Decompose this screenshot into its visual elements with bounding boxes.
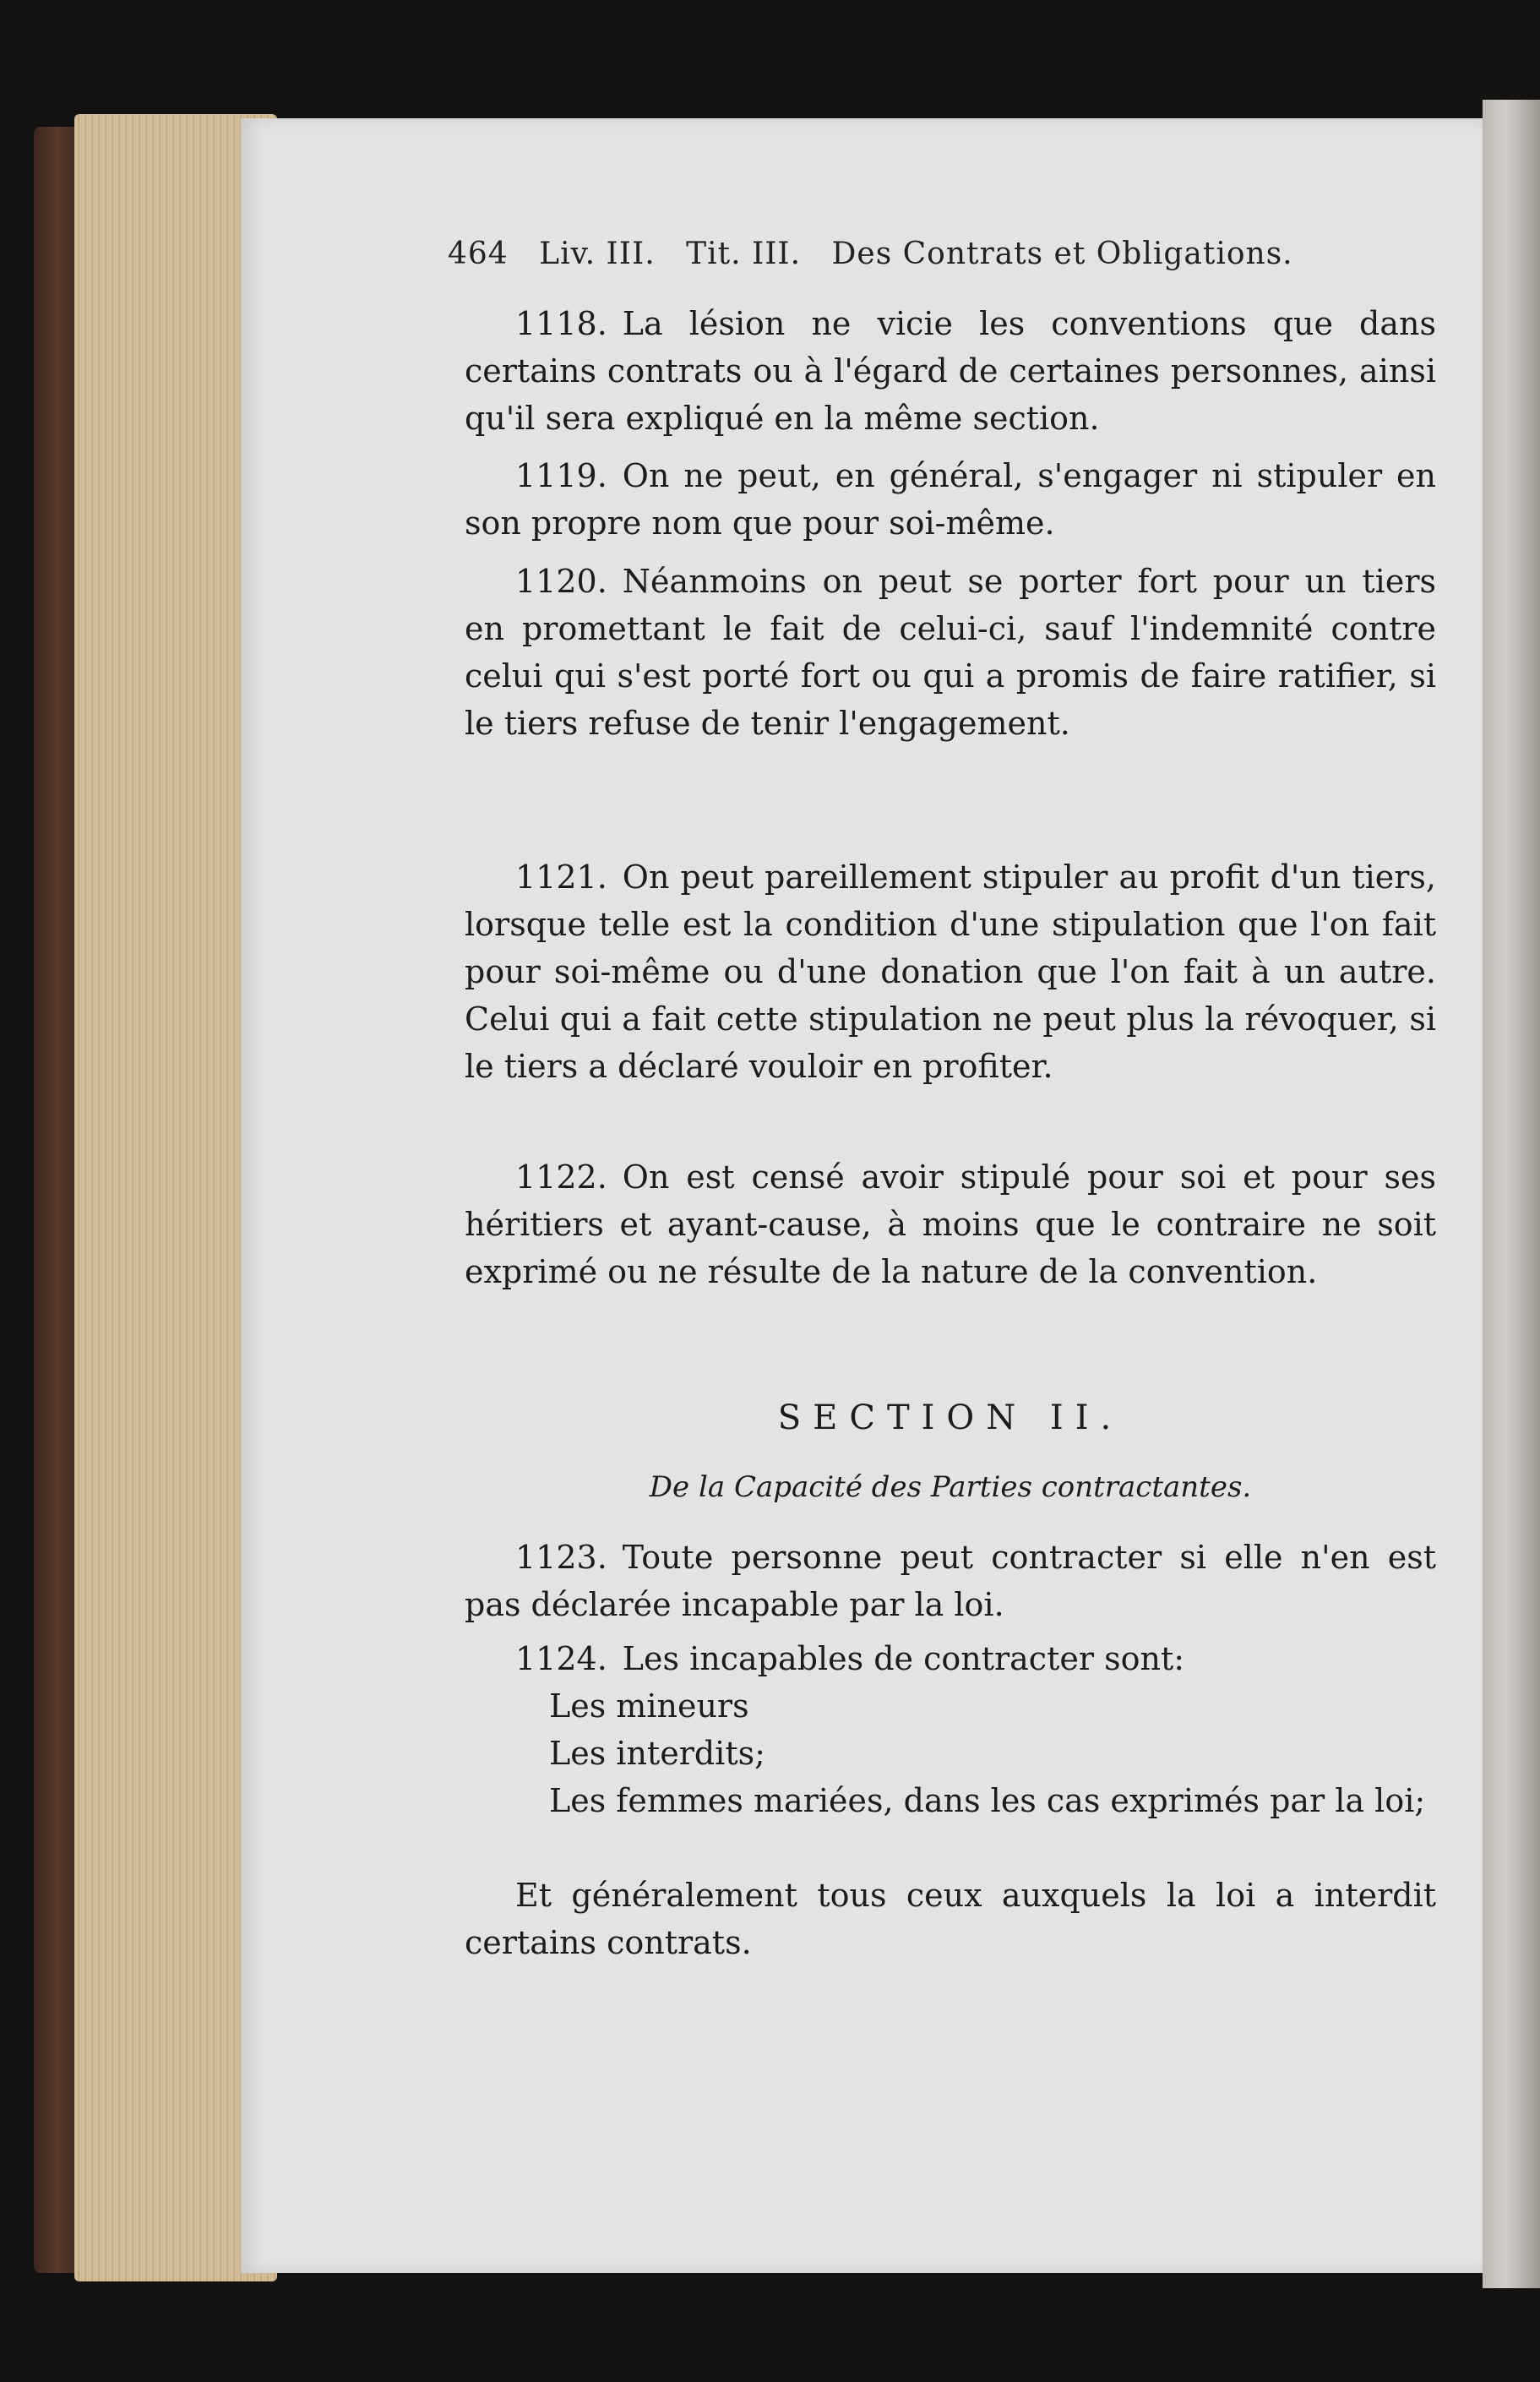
section-subtitle: De la Capacité des Parties contractantes. bbox=[649, 1470, 1252, 1504]
article-number: 1121. bbox=[515, 859, 607, 896]
list-item: Les femmes mariées, dans les cas exprimés par la loi; bbox=[549, 1782, 1426, 1819]
article-text: On peut pareillement stipuler au profit d'un tiers, lorsque telle est la condition d'une stipulation que l'on fait pour soi-même ou d'une donation que l'on fait à un autre. Celui qui a fait cette stipulation ne peut plus la révoquer, si le tiers a déclaré vouloir en profiter. bbox=[465, 859, 1436, 1085]
closing-paragraph bbox=[465, 1872, 1436, 1966]
page-number: 464 bbox=[448, 237, 509, 271]
article-1121 bbox=[465, 853, 1436, 1090]
article-text: Les incapables de contracter sont: bbox=[622, 1640, 1185, 1677]
article-1122 bbox=[465, 1153, 1436, 1295]
article-1120 bbox=[465, 558, 1436, 747]
article-text: Toute personne peut contracter si elle n'en est pas déclarée incapable par la loi. bbox=[465, 1539, 1436, 1623]
article-number: 1122. bbox=[515, 1158, 607, 1196]
article-text: Néanmoins on peut se porter fort pour un tiers en promettant le fait de celui-ci, sauf l'indemnité contre celui qui s'est porté fort ou qui a promis de faire ratifier, si le tiers refuse de tenir l'engagement. bbox=[465, 563, 1436, 742]
book-label: Liv. III. bbox=[539, 237, 656, 271]
article-number: 1119. bbox=[515, 457, 607, 494]
article-text: On ne peut, en général, s'engager ni stipuler en son propre nom que pour soi-même. bbox=[465, 457, 1436, 542]
closing-text: Et généralement tous ceux auxquels la loi a interdit certains contrats. bbox=[465, 1877, 1436, 1961]
subject-label: Des Contrats et Obligations. bbox=[831, 237, 1293, 271]
facing-page-edge bbox=[1483, 100, 1540, 2288]
section-title: SECTION II. bbox=[777, 1398, 1124, 1437]
article-number: 1118. bbox=[515, 305, 607, 342]
article-1118 bbox=[465, 300, 1436, 442]
list-item: Les mineurs bbox=[549, 1687, 749, 1725]
list-item: Les interdits; bbox=[549, 1735, 765, 1772]
article-text: La lésion ne vicie les conventions que dans certains contrats ou à l'égard de certaines personnes, ainsi qu'il sera expliqué en la même section. bbox=[465, 305, 1436, 437]
article-1124 bbox=[465, 1635, 1436, 1824]
article-1119 bbox=[465, 452, 1436, 547]
article-number: 1123. bbox=[515, 1539, 607, 1576]
article-1123 bbox=[465, 1534, 1436, 1628]
article-number: 1124. bbox=[515, 1640, 607, 1677]
title-label: Tit. III. bbox=[686, 237, 802, 271]
article-number: 1120. bbox=[515, 563, 607, 600]
article-text: On est censé avoir stipulé pour soi et pour ses héritiers et ayant-cause, à moins que le contraire ne soit exprimé ou ne résulte de la nature de la convention. bbox=[465, 1158, 1436, 1290]
running-header bbox=[448, 237, 1314, 271]
